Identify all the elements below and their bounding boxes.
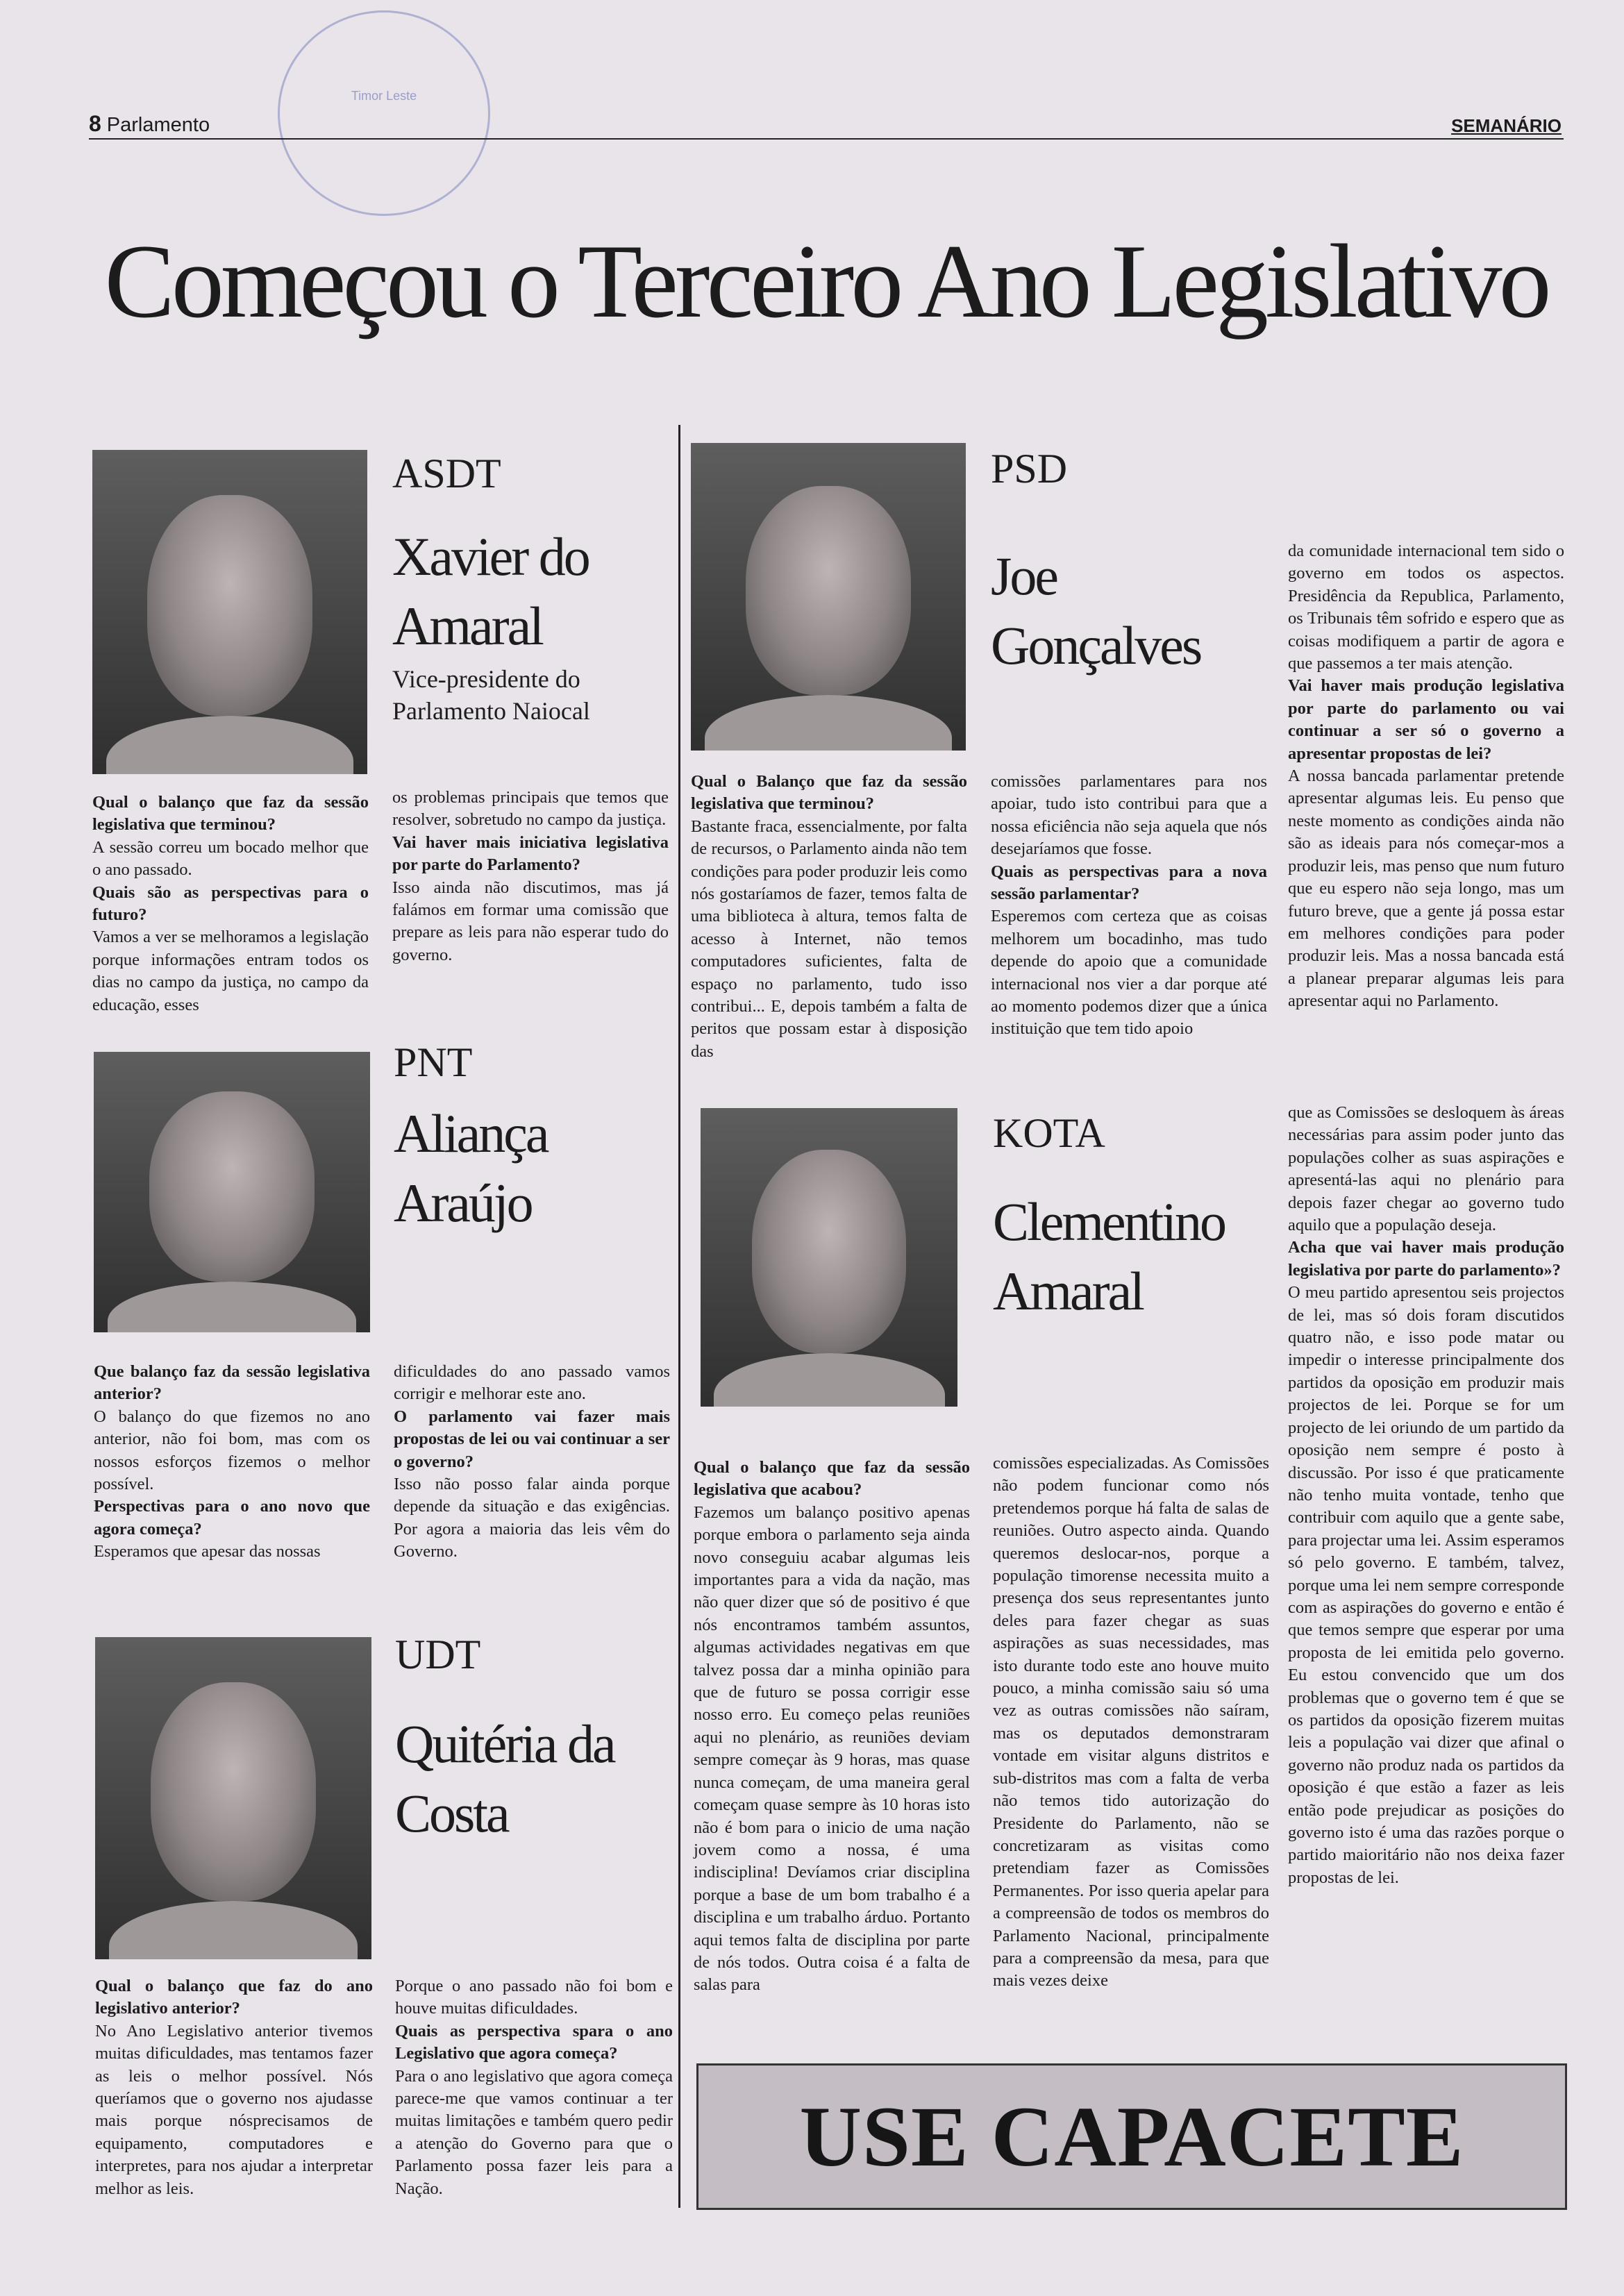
page-headline: Começou o Terceiro Ano Legislativo bbox=[104, 223, 1548, 340]
name-joe-goncalves: Joe Gonçalves bbox=[991, 546, 1201, 676]
photo-quiteria-da-costa bbox=[95, 1637, 371, 1959]
subtitle-xavier-do-amaral: Vice-presidente do Parlamento Naiocal bbox=[392, 665, 590, 725]
ad-banner bbox=[696, 2063, 1567, 2210]
photo-alianca-araujo bbox=[94, 1052, 370, 1332]
text-psd-col1: Qual o Balanço que faz da sessão legislativa que terminou? Bastante fraca, essencialmente, por falta de recursos, o Parlamento ainda não tem condições para poder produzir leis como nós gostaríamos de fazer, temos falta de uma biblioteca à altura, temos falta de acesso à Internet, não temos computadores suficientes, falta de espaço no parlamento, tudo isso contribui... E, depois também a falta de peritos que possam estar à disposição das bbox=[691, 772, 967, 1061]
text-pnt-col1: Que balanço faz da sessão legislativa anterior? O balanço do que fizemos no ano anterior, não foi bom, mas com os nossos esforços fizemos o melhor possível. Perspectivas para o ano novo que agora começa? Esperamos que apesar das nossas bbox=[94, 1362, 370, 1561]
page-number: 8 bbox=[89, 111, 101, 136]
name-xavier-do-amaral: Xavier do Amaral bbox=[392, 526, 589, 656]
text-psd-col3: da comunidade internacional tem sido o governo em todos os aspectos. Presidência da Republica, Parlamento, os Tribunais têm sofrido e espero que as coisas modifiquem a partir de agora e que passemos a ter mais atenção. Vai haver mais produção legislativa por parte do parlamento ou vai continuar a ser só o governo a apresentar propostas de lei? A nossa bancada parlamentar pretende apresentar algumas leis. Eu penso que neste momento as condições ainda não são as ideais para nós começar-mos a produzir leis, mas penso que num futuro que eu espero não seja longo, mas um futuro breve, que a gente já possa estar em melhores condições para poder produzir leis. Mas a nossa bancada está a planear preparar algumas leis para apresentar aqui no Parlamento. bbox=[1288, 542, 1564, 1011]
text-kota-col3: que as Comissões se desloquem às áreas necessárias para assim poder junto das populações colher as suas aspirações e apresentá-las aqui no plenário para depois fazer chegar ao governo tudo aquilo que a população deseja. Acha que vai haver mais produção legislativa por parte do parlamento»? O meu partido apresentou seis projectos de lei, mas só dois foram discutidos quatro não, e isso pode matar ou impedir o interesse principalmente dos partidos da oposição em produzir mais projectos de lei. Porque se for um projecto de lei oriundo de um partido da oposição nem sempre é posto à discussão. Por isso é que praticamente não tenho muita vontade, tenho que contribuir com aquilo que a gente sabe, para projectar uma lei. Assim esperamos só pelo governo. E também, talvez, porque uma lei nem sempre corresponde com as aspirações do governo e então é que temos sempre que esperar por uma proposta de lei emitida pelo governo. Eu estou convencido que um dos problemas que o governo tem é que se os partidos da oposição fizerem muitas leis a população vai dizer que afinal o governo não produz nada os partidos da oposição é que estão a fazer as leis então pode prejudicar as posições do governo isto é uma das razões porque o partido maioritário não nos deixa fazer propostas de lei. bbox=[1288, 1103, 1564, 1887]
header-rule bbox=[89, 138, 1564, 140]
photo-clementino-amaral bbox=[701, 1108, 957, 1407]
party-asdt: ASDT bbox=[392, 451, 501, 496]
photo-joe-goncalves bbox=[691, 443, 966, 751]
name-alianca-araujo: Aliança Araújo bbox=[394, 1103, 548, 1233]
party-pnt: PNT bbox=[394, 1039, 473, 1085]
section-name: Parlamento bbox=[106, 114, 210, 136]
text-kota-col2: comissões especializadas. As Comissões não podem funcionar como nós pretendemos porque há falta de salas de reuniões. Outro aspecto ainda. Quando queremos deslocar-nos, porque a população timorense necessita muito a presença dos seus representantes junto deles para fazer chegar as suas aspirações as suas necessidades, mas isto durante todo este ano houve muito pouco, a minha comissão saiu só uma vez as outras comissões não saíram, mas os deputados demonstraram vontade em visitar alguns distritos e sub-distritos mas com a falta de verba não temos tido autorização do Presidente do Parlamento, não se concretizaram as visitas como pretendiam fazer as Comissões Permanentes. Por isso queria apelar para a compreensão de todos os membros do Parlamento Nacional, principalmente para a compreensão da mesa, para que mais vezes deixe bbox=[993, 1454, 1269, 1991]
ad-banner-text: USE CAPACETE bbox=[799, 2088, 1464, 2184]
column-divider bbox=[678, 425, 680, 2208]
archive-stamp-text: Timor Leste bbox=[351, 89, 417, 103]
text-psd-col2: comissões parlamentares para nos apoiar, tudo isto contribui para que a nossa eficiência não seja aquela que nós desejaríamos que fosse. Quais as perspectivas para a nova sessão parlamentar? Esperemos com certeza que as coisas melhorem um bocadinho, mas tudo depende do apoio que a comunidade internacional nos vier a dar porque até ao momento podemos dizer que a única instituição que tem tido apoio bbox=[991, 772, 1267, 1039]
text-kota-col1: Qual o balanço que faz da sessão legislativa que acabou? Fazemos um balanço positivo apenas porque embora o parlamento seja ainda novo conseguiu acabar algumas leis importantes para a vida da nação, mas não quer dizer que só de positivo é que nós encontramos também assuntos, algumas actividades negativas em que talvez possa dar a minha opinião para que de futuro se possa corrigir esse nosso erro. Eu começo pelas reuniões aqui no plenário, as reuniões deviam sempre começar às 9 horas, mas quase nunca começam, de uma maneira geral começam quase sempre às 10 horas isto não é bom para o inicio de uma nação jovem como a nossa, é uma indisciplina! Devíamos criar disciplina porque a base de um bom trabalho é a disciplina e um trabalho árduo. Portanto aqui temos falta de disciplina por parte de nós todos. Outra coisa é a falta de salas para bbox=[694, 1458, 970, 1995]
text-asdt-col2: os problemas principais que temos que resolver, sobretudo no campo da justiça. Vai haver mais iniciativa legislativa por parte do Parlamento? Isso ainda não discutimos, mas já falámos em formar uma comissão que prepare as leis para não esperar tudo do governo. bbox=[392, 788, 669, 964]
text-udt-col1: Qual o balanço que faz do ano legislativo anterior? No Ano Legislativo anterior tivemos muitas dificuldades, mas tentamos fazer as leis o melhor possível. Nós queríamos que o governo nos ajudasse mais porque nósprecisamos de equipamento, computadores e interpretes, para nos ajudar a interpretar melhor as leis. bbox=[95, 1977, 373, 2198]
party-udt: UDT bbox=[395, 1632, 481, 1677]
archive-stamp bbox=[278, 10, 490, 216]
text-pnt-col2: dificuldades do ano passado vamos corrigir e melhorar este ano. O parlamento vai fazer mais propostas de lei ou vai continuar a ser o governo? Isso não posso falar ainda porque depende da situação e das exigências. Por agora a maioria das leis vêm do Governo. bbox=[394, 1362, 670, 1561]
text-asdt-col1: Qual o balanço que faz da sessão legislativa que terminou? A sessão correu um bocado melhor que o ano passado. Quais são as perspectivas para o futuro? Vamos a ver se melhoramos a legislação porque informações entram todos os dias no campo da justiça, no campo da educação, esses bbox=[92, 793, 369, 1014]
party-psd: PSD bbox=[991, 446, 1068, 492]
masthead: SEMANÁRIO bbox=[1451, 115, 1562, 136]
party-kota: KOTA bbox=[993, 1110, 1105, 1156]
name-clementino-amaral: Clementino Amaral bbox=[993, 1191, 1225, 1321]
name-quiteria-da-costa: Quitéria da Costa bbox=[395, 1713, 614, 1843]
text-udt-col2: Porque o ano passado não foi bom e houve muitas dificuldades. Quais as perspectiva spara o ano Legislativo que agora começa? Para o ano legislativo que agora começa parece-me que vamos continuar a ter muitas limitações e também quero pedir a atenção do Governo para que o Parlamento possa fazer leis para a Nação. bbox=[395, 1977, 673, 2198]
photo-xavier-do-amaral bbox=[92, 450, 367, 774]
page-header-left bbox=[89, 111, 210, 137]
